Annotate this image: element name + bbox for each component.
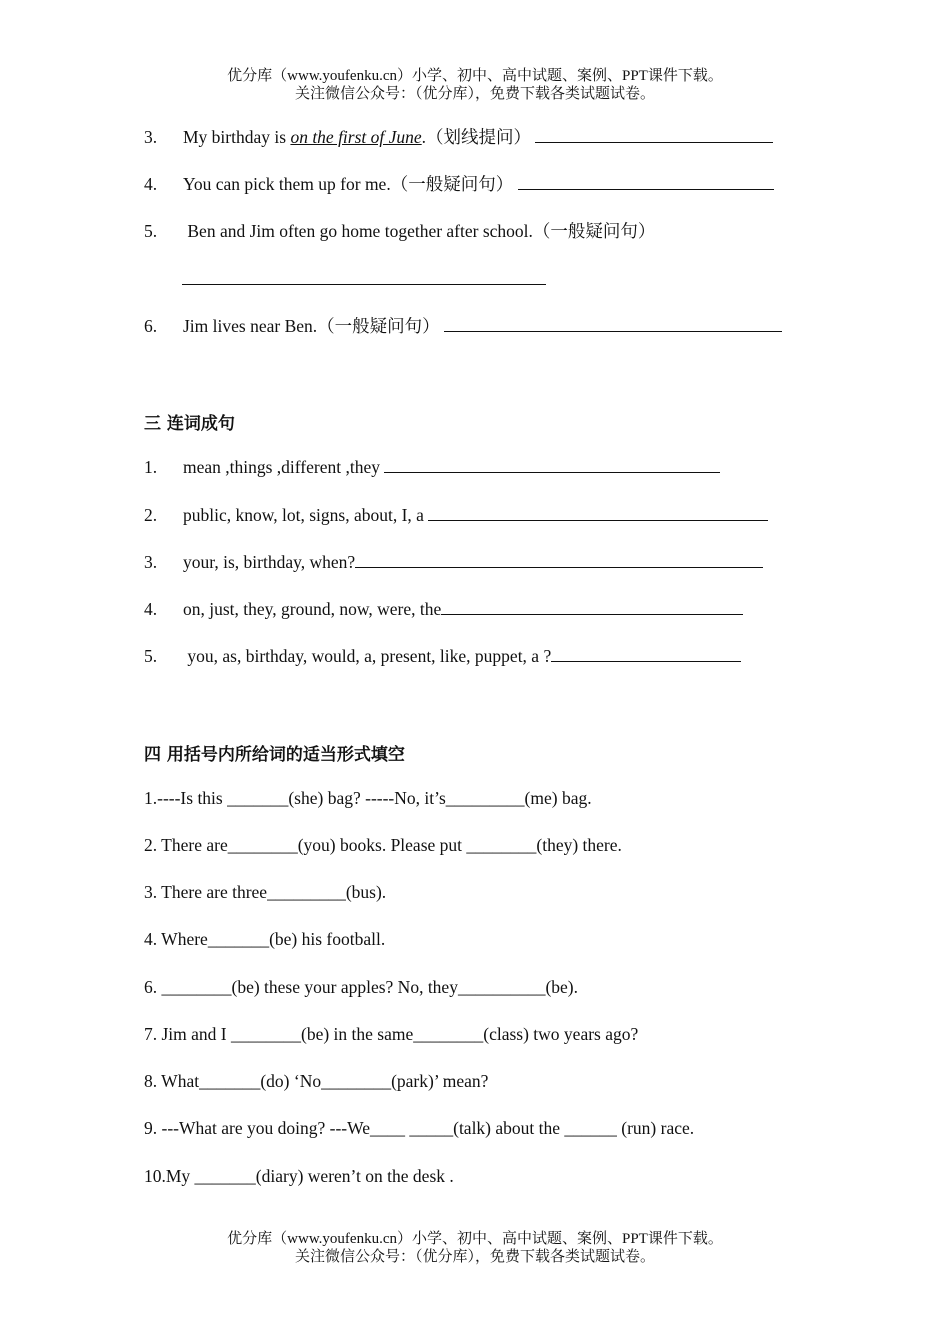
page-footer <box>0 1230 950 1266</box>
footer-line-1: 优分库（www.youfenku.cn）小学、初中、高中试题、案例、PPT课件下载。 <box>227 1231 723 1247</box>
q4-item: 9. ---What are you doing? ---We____ _____(talk) about the ______ (run) race. <box>144 1118 695 1138</box>
q4-item: 1.----Is this _______(she) bag? -----No, it’s_________(me) bag. <box>144 788 592 808</box>
q2-item-4: 4. You can pick them up for me.（一般疑问句） <box>144 173 774 195</box>
answer-blank[interactable] <box>182 268 546 285</box>
answer-blank[interactable] <box>444 315 782 332</box>
q4-item: 2. There are________(you) books. Please put ________(they) there. <box>144 835 622 855</box>
q3-item-3: 3. your, is, birthday, when? <box>144 551 763 573</box>
header-line-2: 关注微信公众号：（优分库），免费下载各类试题试卷。 <box>294 86 655 102</box>
answer-blank[interactable] <box>535 126 773 143</box>
answer-blank[interactable] <box>355 551 763 568</box>
q3-item-2: 2. public, know, lot, signs, about, I, a <box>144 504 768 526</box>
underlined-phrase: on the first of June <box>290 127 422 147</box>
page-header <box>0 67 950 103</box>
section-3-title: 三 连词成句 <box>144 414 235 434</box>
answer-blank[interactable] <box>428 504 768 521</box>
answer-blank[interactable] <box>441 598 743 615</box>
q2-item-5-answer-line <box>182 268 546 290</box>
footer-line-2: 关注微信公众号：（优分库），免费下载各类试题试卷。 <box>294 1249 655 1265</box>
q2-item-5: 5. Ben and Jim often go home together after school.（一般疑问句） <box>144 221 656 241</box>
q4-item: 10.My _______(diary) weren’t on the desk . <box>144 1166 454 1186</box>
q3-item-1: 1. mean ,things ,different ,they <box>144 456 720 478</box>
q3-item-4: 4. on, just, they, ground, now, were, the <box>144 598 743 620</box>
header-line-1: 优分库（www.youfenku.cn）小学、初中、高中试题、案例、PPT课件下载。 <box>227 68 723 84</box>
q4-item: 8. What_______(do) ‘No________(park)’ mean? <box>144 1071 489 1091</box>
q2-item-3: 3. My birthday is on the first of June.（划线提问） <box>144 126 773 148</box>
q4-item: 3. There are three_________(bus). <box>144 882 387 902</box>
answer-blank[interactable] <box>518 173 774 190</box>
answer-blank[interactable] <box>551 645 741 662</box>
q3-item-5: 5. you, as, birthday, would, a, present, like, puppet, a ? <box>144 645 741 667</box>
q4-item: 7. Jim and I ________(be) in the same________(class) two years ago? <box>144 1024 639 1044</box>
answer-blank[interactable] <box>384 456 720 473</box>
q4-item: 4. Where_______(be) his football. <box>144 929 386 949</box>
q2-item-6: 6. Jim lives near Ben.（一般疑问句） <box>144 315 782 337</box>
section-4-title: 四 用括号内所给词的适当形式填空 <box>144 745 405 765</box>
q4-item: 6. ________(be) these your apples? No, they__________(be). <box>144 977 578 997</box>
